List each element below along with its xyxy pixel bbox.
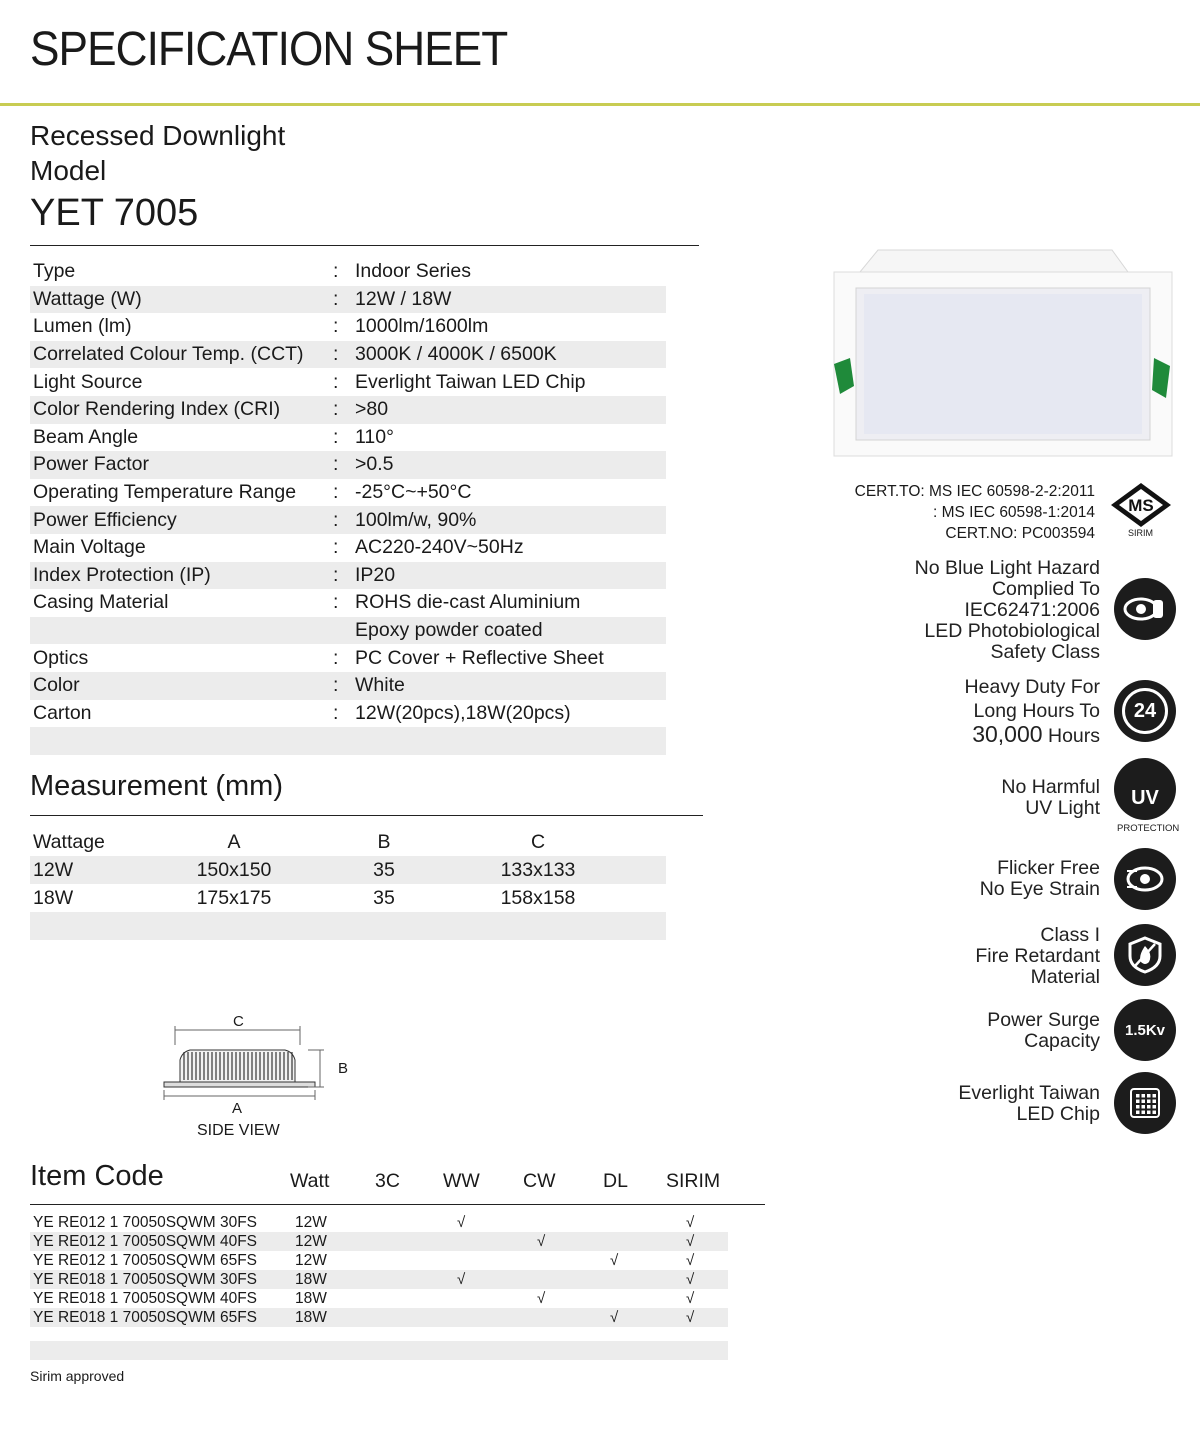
spec-value: 110° xyxy=(355,425,394,448)
spec-separator: : xyxy=(333,481,339,504)
measurement-cell: 18W xyxy=(33,886,74,909)
spec-label: Optics xyxy=(33,646,89,669)
table-row-empty xyxy=(30,1341,728,1360)
spec-separator: : xyxy=(333,315,339,338)
table-row xyxy=(30,1251,728,1270)
side-view-diagram xyxy=(160,1010,360,1150)
product-image xyxy=(828,246,1178,461)
page-title: SPECIFICATION SHEET xyxy=(30,23,508,76)
spec-label: Lumen (lm) xyxy=(33,315,132,338)
sirim-check-mark: √ xyxy=(686,1214,695,1231)
header-sirim: SIRIM xyxy=(666,1170,721,1192)
measurement-cell: 175x175 xyxy=(196,886,272,909)
measurement-row-empty xyxy=(30,912,666,940)
measurement-cell: 35 xyxy=(373,858,395,881)
header-cw: CW xyxy=(523,1170,556,1192)
header-dl: DL xyxy=(603,1170,628,1192)
spec-label: Operating Temperature Range xyxy=(33,481,297,504)
item-watt: 18W xyxy=(295,1270,327,1288)
measurement-header: Wattage xyxy=(33,830,105,853)
spec-row xyxy=(30,341,666,369)
spec-table xyxy=(30,258,666,755)
check-mark: √ xyxy=(537,1290,546,1307)
feature-uv xyxy=(1001,777,1100,819)
header-ww: WW xyxy=(443,1170,480,1192)
led-dot xyxy=(1153,1105,1157,1109)
dimension-label-b: B xyxy=(338,1060,349,1077)
cert-line-1: CERT.TO: MS IEC 60598-2-2:2011 xyxy=(854,483,1095,500)
spec-value: Indoor Series xyxy=(355,260,471,283)
check-mark: √ xyxy=(610,1252,619,1269)
spec-row xyxy=(30,424,666,452)
spec-label: Correlated Colour Temp. (CCT) xyxy=(33,343,304,366)
spec-separator: : xyxy=(333,701,339,724)
measurement-cell: 133x133 xyxy=(500,858,576,881)
item-code: YE RE012 1 70050SQWM 65FS xyxy=(33,1251,258,1269)
fire-shield-icon xyxy=(1114,924,1176,986)
dimension-label-a: A xyxy=(232,1100,243,1117)
ms-sirim-logo xyxy=(1108,480,1174,540)
led-dot xyxy=(1153,1111,1157,1115)
item-watt: 18W xyxy=(295,1308,327,1326)
table-row xyxy=(30,1213,728,1232)
spec-row xyxy=(30,451,666,479)
spec-label: Wattage (W) xyxy=(33,287,142,310)
header-divider xyxy=(0,103,1200,106)
measurement-row xyxy=(30,884,666,912)
24-hour-label: 24 xyxy=(1122,688,1168,734)
led-dot xyxy=(1147,1111,1151,1115)
table-row xyxy=(30,1289,728,1308)
flicker-free-eye-icon xyxy=(1114,848,1176,910)
feature-led-chip xyxy=(958,1083,1100,1125)
side-view-drawing xyxy=(160,1010,360,1110)
measurement-header-row xyxy=(30,828,666,856)
check-mark: √ xyxy=(610,1309,619,1326)
table-row xyxy=(30,1232,728,1251)
spec-value: 100lm/w, 90% xyxy=(355,508,477,531)
measurement-cell: 158x158 xyxy=(500,886,576,909)
hours-highlight: 30,000 xyxy=(972,721,1043,747)
feature-power-surge xyxy=(987,1010,1100,1052)
spec-separator: : xyxy=(333,398,339,421)
spec-separator: : xyxy=(333,260,339,283)
led-dot xyxy=(1142,1094,1146,1098)
spec-label: Main Voltage xyxy=(33,536,146,559)
sirim-check-mark: √ xyxy=(686,1233,695,1250)
spec-label: Color Rendering Index (CRI) xyxy=(33,398,281,421)
spec-separator: : xyxy=(333,563,339,586)
measurement-header: B xyxy=(377,830,391,853)
surge-icon xyxy=(1114,999,1176,1061)
model-label: Model xyxy=(30,155,107,186)
spec-row xyxy=(30,396,666,424)
spec-separator: : xyxy=(333,591,339,614)
led-dot xyxy=(1153,1094,1157,1098)
feature-flicker-free xyxy=(980,858,1100,900)
spec-value: 12W(20pcs),18W(20pcs) xyxy=(355,701,571,724)
spec-row xyxy=(30,700,666,728)
item-code-title: Item Code xyxy=(30,1160,164,1192)
spec-row xyxy=(30,589,666,617)
item-code-divider xyxy=(30,1204,765,1205)
spec-row xyxy=(30,479,666,507)
feature-text: Power Surge xyxy=(987,1009,1100,1031)
item-code: YE RE012 1 70050SQWM 30FS xyxy=(33,1213,258,1231)
measurement-header: A xyxy=(227,830,241,853)
spec-separator: : xyxy=(333,425,339,448)
feature-text: IEC62471:2006 xyxy=(964,599,1100,621)
spec-label: Type xyxy=(33,260,76,283)
spec-row xyxy=(30,534,666,562)
item-code: YE RE018 1 70050SQWM 30FS xyxy=(33,1270,258,1288)
measurement-title: Measurement (mm) xyxy=(30,770,283,802)
spec-separator: : xyxy=(333,536,339,559)
feature-text: Complied To xyxy=(991,578,1100,600)
measurement-cell: 12W xyxy=(33,858,74,881)
led-dot xyxy=(1136,1111,1140,1115)
feature-text: No Blue Light Hazard xyxy=(914,557,1100,579)
uv-protection-icon xyxy=(1114,758,1176,820)
measurement-cell: 150x150 xyxy=(196,858,272,881)
spec-value: Epoxy powder coated xyxy=(355,619,543,642)
spec-value: 1000lm/1600lm xyxy=(355,315,489,338)
led-chip-icon xyxy=(1114,1072,1176,1134)
uv-caption: PROTECTION xyxy=(1117,823,1180,834)
spec-row xyxy=(30,368,666,396)
led-dot xyxy=(1142,1100,1146,1104)
item-watt: 18W xyxy=(295,1289,327,1307)
spec-separator: : xyxy=(333,508,339,531)
spec-separator: : xyxy=(333,287,339,310)
spec-separator: : xyxy=(333,674,339,697)
item-watt: 12W xyxy=(295,1213,327,1231)
spec-label: Power Factor xyxy=(33,453,149,476)
led-dot xyxy=(1147,1094,1151,1098)
spec-value: >80 xyxy=(355,398,389,421)
feature-text: Material xyxy=(1030,966,1100,988)
measurement-cell: 35 xyxy=(373,886,395,909)
led-dot xyxy=(1142,1111,1146,1115)
cert-line-3: CERT.NO: PC003594 xyxy=(945,525,1095,542)
sirim-check-mark: √ xyxy=(686,1290,695,1307)
cert-line-2: : MS IEC 60598-1:2014 xyxy=(933,504,1095,521)
feature-text: LED Photobiological xyxy=(924,620,1100,642)
feature-text: Capacity xyxy=(1024,1030,1100,1052)
measurement-row xyxy=(30,856,666,884)
sirim-caption: SIRIM xyxy=(1128,528,1154,538)
feature-text: No Eye Strain xyxy=(979,878,1100,900)
measurement-divider xyxy=(30,815,703,816)
spec-value: 3000K / 4000K / 6500K xyxy=(355,343,557,366)
spec-label: Casing Material xyxy=(33,591,169,614)
feature-text: No Harmful xyxy=(1001,776,1100,798)
spec-value: Everlight Taiwan LED Chip xyxy=(355,370,586,393)
spec-label: Power Efficiency xyxy=(33,508,177,531)
spec-label: Index Protection (IP) xyxy=(33,563,211,586)
header-3c: 3C xyxy=(375,1170,400,1192)
spec-separator: : xyxy=(333,343,339,366)
spec-value: -25°C~+50°C xyxy=(355,481,472,504)
led-dot xyxy=(1142,1105,1146,1109)
dimension-label-c: C xyxy=(233,1013,244,1030)
spec-separator: : xyxy=(333,453,339,476)
check-mark: √ xyxy=(537,1233,546,1250)
spec-row xyxy=(30,562,666,590)
measurement-header: C xyxy=(530,830,546,853)
surge-label: 1.5Kv xyxy=(1124,1021,1166,1039)
hours-suffix: Hours xyxy=(1042,725,1100,747)
model-code: YET 7005 xyxy=(30,192,199,234)
spec-separator: : xyxy=(333,646,339,669)
feature-text: Everlight Taiwan xyxy=(958,1082,1100,1104)
uv-label: UV xyxy=(1131,787,1159,809)
spec-value: 12W / 18W xyxy=(355,287,452,310)
led-dot xyxy=(1136,1105,1140,1109)
spec-row xyxy=(30,617,666,645)
feature-text: Long Hours To xyxy=(973,700,1100,722)
sirim-check-mark: √ xyxy=(686,1309,695,1326)
spec-row xyxy=(30,672,666,700)
table-spacer xyxy=(30,1327,728,1341)
led-dot xyxy=(1136,1094,1140,1098)
check-mark: √ xyxy=(457,1214,466,1231)
spec-row xyxy=(30,506,666,534)
spec-label: Beam Angle xyxy=(33,425,139,448)
spec-value: ROHS die-cast Aluminium xyxy=(355,591,581,614)
spec-row-empty xyxy=(30,727,666,755)
spec-row xyxy=(30,258,666,286)
table-row xyxy=(30,1270,728,1289)
item-code: YE RE018 1 70050SQWM 65FS xyxy=(33,1308,258,1326)
side-view-caption: SIDE VIEW xyxy=(197,1122,280,1139)
feature-text: Fire Retardant xyxy=(975,945,1100,967)
spec-row xyxy=(30,644,666,672)
spec-row xyxy=(30,286,666,314)
led-dot xyxy=(1153,1100,1157,1104)
item-code: YE RE012 1 70050SQWM 40FS xyxy=(33,1232,258,1250)
feature-text: Heavy Duty For xyxy=(964,676,1100,698)
spec-value: AC220-240V~50Hz xyxy=(355,536,524,559)
item-code-table xyxy=(30,1213,728,1360)
sirim-note: Sirim approved xyxy=(30,1368,125,1384)
feature-text: UV Light xyxy=(1025,797,1100,819)
led-dot xyxy=(1136,1100,1140,1104)
spec-label: Carton xyxy=(33,701,92,724)
feature-blue-light xyxy=(915,558,1100,663)
led-dot xyxy=(1147,1100,1151,1104)
item-watt: 12W xyxy=(295,1232,327,1250)
spec-divider xyxy=(30,245,699,246)
sirim-check-mark: √ xyxy=(686,1252,695,1269)
measurement-table xyxy=(30,828,666,940)
svg-text:MS: MS xyxy=(1128,496,1154,515)
item-watt: 12W xyxy=(295,1251,327,1269)
product-category: Recessed Downlight xyxy=(30,120,286,151)
24-hour-icon xyxy=(1114,680,1176,742)
feature-text: Class I xyxy=(1040,924,1100,946)
spec-label: Light Source xyxy=(33,370,143,393)
led-dot xyxy=(1147,1105,1151,1109)
feature-text: LED Chip xyxy=(1016,1103,1100,1125)
spec-separator: : xyxy=(333,370,339,393)
check-mark: √ xyxy=(457,1271,466,1288)
spec-label: Color xyxy=(33,674,80,697)
item-code: YE RE018 1 70050SQWM 40FS xyxy=(33,1289,258,1307)
feature-long-hours xyxy=(965,677,1100,747)
spec-value: IP20 xyxy=(355,563,396,586)
spec-row xyxy=(30,313,666,341)
feature-text: Flicker Free xyxy=(997,857,1100,879)
spec-value: >0.5 xyxy=(355,453,394,476)
spec-value: PC Cover + Reflective Sheet xyxy=(355,646,604,669)
feature-text: Safety Class xyxy=(990,641,1100,663)
feature-fire-retardant xyxy=(975,925,1100,988)
header-watt: Watt xyxy=(290,1170,330,1192)
spec-value: White xyxy=(355,674,405,697)
sirim-check-mark: √ xyxy=(686,1271,695,1288)
table-row xyxy=(30,1308,728,1327)
eye-thumbs-up-icon xyxy=(1114,578,1176,640)
